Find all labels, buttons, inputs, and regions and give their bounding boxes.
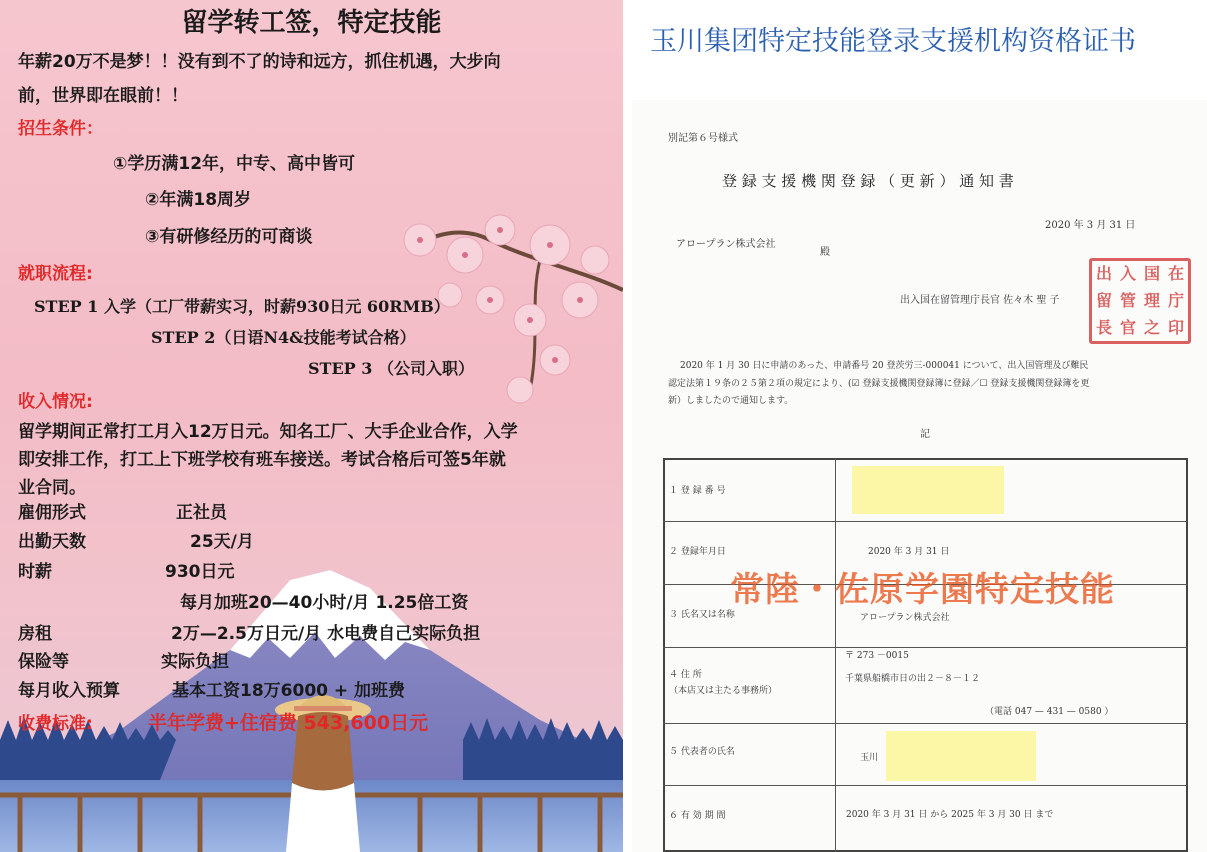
row-label-registration-number: １ 登 録 番 号 (669, 486, 726, 496)
row-label-representative: ５ 代表者の氏名 (669, 747, 735, 757)
work-days-label: 出勤天数 (18, 532, 86, 552)
rent-label: 房租 (18, 624, 52, 644)
step-1: STEP 1 入学（工厂带薪实习，时薪930日元 60RMB） (34, 297, 450, 316)
row-label-address-note: （本店又は主たる事務所） (669, 686, 778, 696)
row-value-representative: 玉川 (860, 753, 879, 763)
ki-mark: 記 (920, 429, 930, 440)
fee-label: 收费标准: (18, 714, 93, 734)
rent-value: 2万—2.5万日元/月 水电费自己实际负担 (171, 624, 481, 644)
row-label-registration-date: ２ 登録年月日 (669, 547, 726, 557)
issuer-name: 出入国在留管理庁長官 佐々木 聖 子 (900, 295, 1060, 306)
intro-line-1: 年薪20万不是梦！！没有到不了的诗和远方，抓住机遇，大步向 (18, 52, 501, 72)
hourly-wage-value: 930日元 (165, 562, 235, 582)
requirement-1: ①学历满12年，中专、高中皆可 (113, 154, 356, 174)
official-seal-stamp: 出 入 国 在 留 管 理 庁 長 官 之 印 (1089, 258, 1191, 344)
document-heading: 登 録 支 援 機 関 登 録 （ 更 新 ） 通 知 書 (722, 172, 1014, 190)
issue-date: 2020 年 3 月 31 日 (1045, 220, 1136, 231)
monthly-income-value: 基本工资18万6000 + 加班费 (172, 681, 406, 701)
income-line-1: 留学期间正常打工月入12万日元。知名工厂、大手企业合作，入学 (18, 422, 518, 442)
hourly-wage-label: 时薪 (18, 562, 52, 582)
registration-table (663, 458, 1188, 852)
insurance-value: 实际负担 (161, 652, 229, 672)
row-label-address: ４ 住 所 (669, 670, 702, 680)
monthly-income-label: 每月收入预算 (18, 681, 120, 701)
requirements-heading: 招生条件： (18, 119, 103, 139)
row-value-phone: （電話 047 — 431 — 0580 ） (985, 707, 1114, 717)
certificate-title: 玉川集团特定技能登录支援机构资格证书 (650, 26, 1136, 57)
honorific: 殿 (820, 247, 830, 258)
row-label-name: ３ 氏名又は名称 (669, 610, 735, 620)
income-line-3: 业合同。 (18, 478, 86, 498)
row-value-validity-period: 2020 年 3 月 31 日 から 2025 年 3 月 30 日 まで (846, 810, 1054, 820)
work-days-value: 25天/月 (190, 532, 254, 552)
requirement-3: ③有研修经历的可商谈 (145, 227, 313, 247)
income-line-2: 即安排工作，打工上下班学校有班车接送。考试合格后可签5年就 (18, 450, 506, 470)
employment-type-label: 雇佣形式 (18, 503, 86, 523)
poster-title: 留学转工签，特定技能 (181, 8, 442, 38)
form-number: 別記第６号様式 (668, 133, 738, 144)
row-value-name: アロープラン株式会社 (860, 613, 950, 623)
income-heading: 收入情况: (18, 392, 93, 412)
flow-heading: 就职流程: (18, 264, 93, 284)
overtime-info: 每月加班20—40小时/月 1.25倍工资 (180, 593, 469, 613)
intro-line-2: 前，世界即在眼前！！ (18, 86, 188, 106)
step-2: STEP 2（日语N4&技能考试合格） (151, 328, 416, 347)
row-value-registration-date: 2020 年 3 月 31 日 (868, 547, 950, 557)
body-line-1: 2020 年 1 月 30 日に申請のあった、申請番号 20 登茨労三-000041 について、出入国管理及び難民 (680, 361, 1089, 371)
row-label-validity-period: ６ 有 効 期 間 (669, 811, 726, 821)
school-watermark: 常陸・佐原学園特定技能 (730, 570, 1115, 610)
insurance-label: 保险等 (18, 652, 69, 672)
redacted-registration-number (852, 466, 1004, 514)
fee-value: 半年学费+住宿费 543,600日元 (148, 712, 429, 734)
body-line-3: 新）しましたので通知します。 (668, 396, 794, 406)
employment-type-value: 正社员 (176, 503, 227, 523)
row-value-postal-code: 〒 273 －0015 (845, 651, 909, 661)
step-3: STEP 3 （公司入职） (308, 359, 474, 378)
recipient-name: アロープラン株式会社 (676, 239, 776, 250)
row-value-address: 千葉県船橋市日の出２－８－１２ (845, 674, 981, 684)
body-line-2: 認定法第１９条の２５第２項の規定により、(☑ 登録支援機関登録簿に登録／☐ 登録支援機関登録簿を更 (668, 379, 1090, 389)
requirement-2: ②年满18周岁 (145, 190, 252, 210)
table-divider (835, 458, 836, 852)
mountain-snowcap (230, 570, 430, 660)
redacted-representative-name (886, 731, 1036, 781)
